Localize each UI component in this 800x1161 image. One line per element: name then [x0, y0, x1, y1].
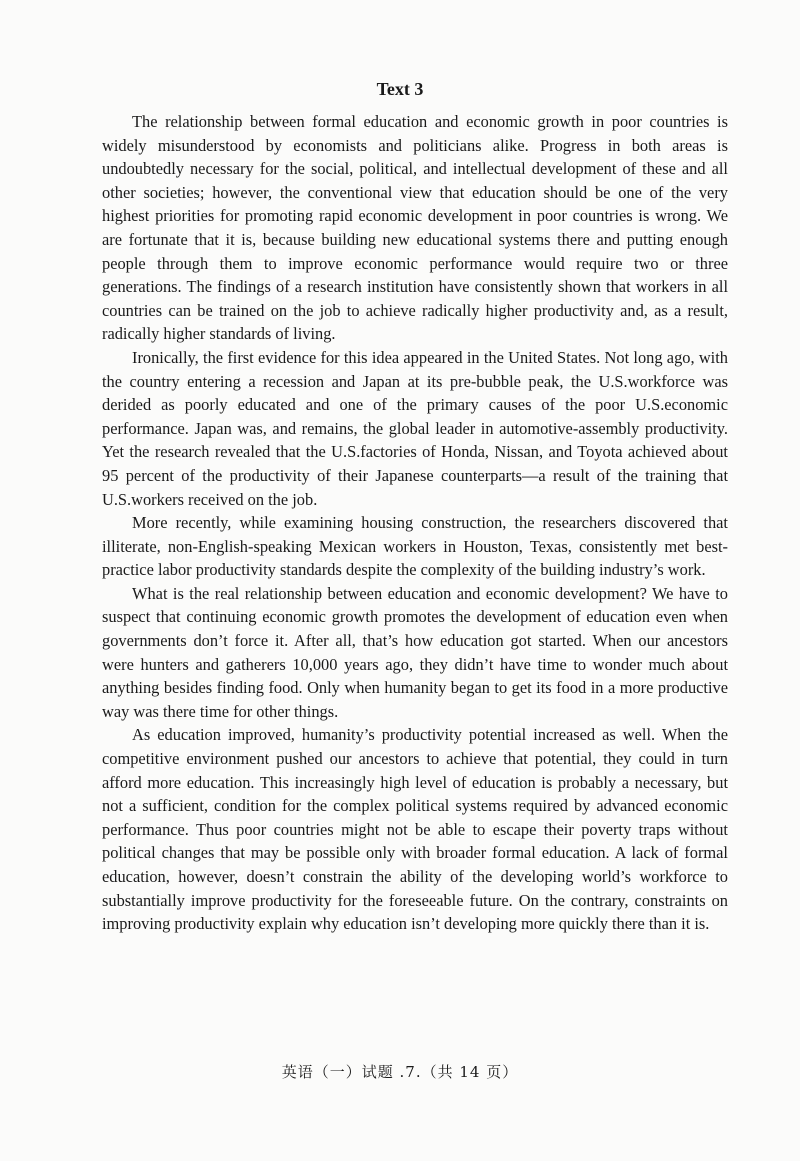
paragraph-2: Ironically, the first evidence for this idea appeared in the United States. Not long ago, with the country entering a recession and Japan at its pre-bubble peak, the U.S.workforce was derided as poorly educated and one of the primary causes of the poor U.S.economic performance. Japan was, and remains, the global leader in automotive-assembly productivity. Yet the research revealed that the U.S.factories of Honda, Nissan, and Toyota achieved about 95 percent of the productivity of their Japanese counterparts—a result of the training that U.S.workers received on the job.	[102, 347, 728, 509]
section-title: Text 3	[376, 79, 424, 99]
page-footer: 英语（一）试题 .7.（共 14 页）	[281, 1063, 519, 1081]
paragraph-1: The relationship between formal education and economic growth in poor countries is widely misunderstood by economists and politicians alike. Progress in both areas is undoubtedly necessary for the social, political, and intellectual development of these and all other societies; however, the conventional view that education should be one of the very highest priorities for promoting rapid economic development in poor countries is wrong. We are fortunate that it is, because building new educational systems there and putting enough people through them to improve economic performance would require two or three generations. The findings of a research institution have consistently shown that workers in all countries can be trained on the job to achieve radically higher productivity and, as a result, radically higher standards of living.	[102, 112, 728, 344]
paragraph-4: What is the real relationship between education and economic development? We have to suspect that continuing economic growth promotes the development of education even when governments don’t force it. After all, that’s how education got started. When our ancestors were hunters and gatherers 10,000 years ago, they didn’t have time to wonder much about anything besides finding food. Only when humanity began to get its food in a more productive way was there time for other things.	[102, 583, 728, 721]
paragraph-3: More recently, while examining housing construction, the researchers discovered that illiterate, non-English-speaking Mexican workers in Houston, Texas, consistently met best-practice labor productivity standards despite the complexity of the building industry’s work.	[102, 513, 728, 580]
paragraph-5: As education improved, humanity’s productivity potential increased as well. When the competitive environment pushed our ancestors to achieve that potential, they could in turn afford more education. This increasingly high level of education is probably a necessary, but not a sufficient, condition for the complex political systems required by advanced economic performance. Thus poor countries might not be able to escape their poverty traps without political changes that may be possible only with broader formal education. A lack of formal education, however, doesn’t constrain the ability of the developing world’s workforce to substantially improve productivity for the foreseeable future. On the contrary, constraints on improving productivity explain why education isn’t developing more quickly there than it is.	[102, 725, 728, 934]
passage-body	[102, 110, 728, 936]
